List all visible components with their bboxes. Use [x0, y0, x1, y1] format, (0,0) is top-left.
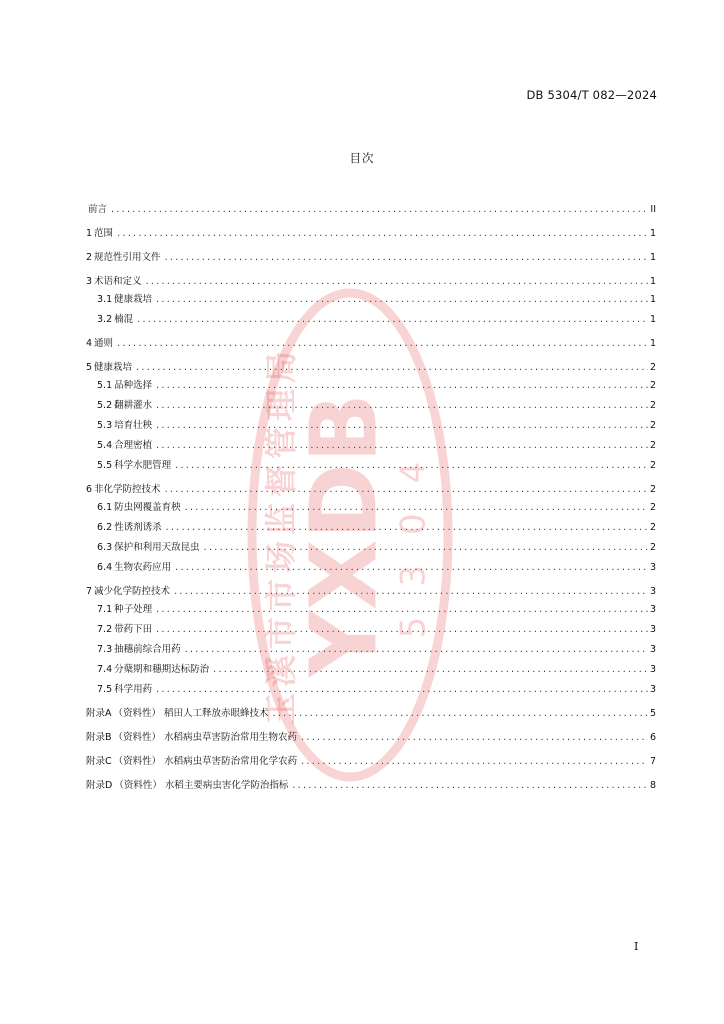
toc-entry[interactable] — [86, 337, 656, 350]
toc-entry-title: 分蘖期和穗期达标防治 — [114, 664, 210, 675]
toc-leader-dots — [301, 731, 648, 744]
toc-entry-title: （资料性） 水稻病虫草害防治常用生物农药 — [113, 732, 298, 743]
toc-entry-title: 规范性引用文件 — [94, 252, 161, 263]
toc-entry-number: 7.3 — [97, 644, 113, 655]
toc-entry-title: 性诱剂诱杀 — [114, 522, 162, 533]
toc-entry-label — [86, 521, 166, 534]
toc-entry[interactable] — [86, 379, 656, 392]
toc-entry[interactable] — [86, 541, 656, 554]
toc-entry-page: 2 — [649, 400, 656, 411]
toc-entry-page: 2 — [649, 522, 656, 533]
toc-entry-label — [86, 501, 185, 514]
toc-entry-number: 7.2 — [97, 624, 113, 635]
toc-entry-number: 1 — [86, 228, 93, 239]
toc-entry-page: 6 — [649, 732, 656, 743]
toc-entry-label — [86, 541, 204, 554]
toc-entry-label — [86, 459, 175, 472]
toc-entry[interactable] — [86, 663, 656, 676]
seal-code-text: 5304 — [393, 431, 434, 639]
toc-entry-title: 防虫网覆盖育秧 — [114, 502, 181, 513]
toc-entry-title: 保护和利用天敌昆虫 — [114, 542, 200, 553]
toc-entry-page: 1 — [649, 252, 656, 263]
toc-entry-title: 范围 — [94, 228, 114, 239]
toc-entry[interactable] — [86, 275, 656, 288]
toc-entry[interactable] — [86, 203, 656, 216]
toc-entry[interactable] — [86, 585, 656, 598]
toc-entry[interactable] — [86, 683, 656, 696]
toc-leader-dots — [213, 663, 648, 676]
toc-entry-title: 非化学防控技术 — [94, 484, 161, 495]
toc-entry-page: 3 — [649, 644, 656, 655]
toc-entry-label — [86, 779, 292, 792]
toc-entry-title: 品种选择 — [114, 380, 153, 391]
toc-entry[interactable] — [86, 227, 656, 240]
toc-entry-page: 2 — [649, 440, 656, 451]
toc-entry-number: 3.2 — [97, 314, 113, 325]
toc-entry-page: 2 — [649, 362, 656, 373]
toc-entry-label — [86, 399, 156, 412]
toc-leader-dots — [111, 203, 648, 216]
toc-entry-title: 健康栽培 — [94, 362, 133, 373]
toc-entry-number: 5.4 — [97, 440, 113, 451]
toc-leader-dots — [117, 337, 648, 350]
toc-entry-page: 3 — [649, 684, 656, 695]
toc-entry[interactable] — [86, 623, 656, 636]
toc-entry-page: 3 — [649, 664, 656, 675]
toc-entry[interactable] — [86, 439, 656, 452]
toc-entry-label — [86, 483, 165, 496]
toc-entry-label — [86, 337, 117, 350]
toc-leader-dots — [166, 521, 648, 534]
page-number: I — [634, 940, 639, 953]
toc-entry-number: 3.1 — [97, 294, 113, 305]
toc-entry-page: 3 — [649, 586, 656, 597]
toc-entry-number: 6.1 — [97, 502, 113, 513]
toc-entry-label — [86, 293, 156, 306]
toc-entry[interactable] — [86, 707, 656, 720]
toc-leader-dots — [165, 483, 648, 496]
toc-entry-title: 楠混 — [114, 314, 134, 325]
toc-entry-number: 7.4 — [97, 664, 113, 675]
toc-entry-number: 附录C — [86, 756, 112, 767]
toc-entry-page: 3 — [649, 624, 656, 635]
toc-entry[interactable] — [86, 603, 656, 616]
toc-entry-page: 5 — [649, 708, 656, 719]
toc-entry[interactable] — [86, 521, 656, 534]
toc-entry-number: 6 — [86, 484, 93, 495]
toc-entry-label — [86, 251, 165, 264]
toc-leader-dots — [156, 379, 648, 392]
toc-entry-page: 3 — [649, 604, 656, 615]
toc-leader-dots — [136, 361, 648, 374]
seal-ring-text: 玉溪市市场监督管理局 — [262, 344, 300, 726]
toc-entry[interactable] — [86, 399, 656, 412]
toc-leader-dots — [146, 275, 648, 288]
toc-entry-page: 2 — [649, 542, 656, 553]
toc-entry-number: 7 — [86, 586, 93, 597]
toc-entry[interactable] — [86, 643, 656, 656]
toc-entry[interactable] — [86, 501, 656, 514]
toc-entry-number: 5.3 — [97, 420, 113, 431]
toc-leader-dots — [175, 561, 648, 574]
toc-entry-page: 1 — [649, 228, 656, 239]
toc-entry-number: 5.2 — [97, 400, 113, 411]
toc-entry-title: 通则 — [94, 338, 114, 349]
toc-leader-dots — [185, 501, 648, 514]
toc-entry-label — [86, 603, 156, 616]
toc-title: 目次 — [349, 151, 375, 165]
toc-entry-label — [86, 227, 117, 240]
toc-leader-dots — [156, 293, 648, 306]
toc-entry-page: II — [650, 204, 656, 215]
toc-leader-dots — [156, 623, 648, 636]
toc-entry-number: 4 — [86, 338, 93, 349]
toc-leader-dots — [185, 643, 648, 656]
toc-entry[interactable] — [86, 293, 656, 306]
toc-entry-number: 附录A — [86, 708, 112, 719]
toc-entry-label — [86, 623, 156, 636]
toc-entry-label — [86, 313, 137, 326]
toc-leader-dots — [165, 251, 648, 264]
toc-entry-label — [86, 663, 213, 676]
toc-entry-label — [86, 643, 185, 656]
table-of-contents — [86, 203, 656, 792]
toc-leader-dots — [292, 779, 648, 792]
toc-entry[interactable] — [86, 313, 656, 326]
toc-leader-dots — [174, 585, 648, 598]
toc-entry[interactable] — [86, 779, 656, 792]
toc-leader-dots — [156, 603, 648, 616]
toc-entry-label — [86, 439, 156, 452]
toc-entry-title: 术语和定义 — [94, 276, 142, 287]
toc-entry[interactable] — [86, 755, 656, 768]
toc-leader-dots — [156, 399, 648, 412]
toc-entry-page: 2 — [649, 420, 656, 431]
toc-leader-dots — [301, 755, 648, 768]
toc-entry[interactable] — [86, 459, 656, 472]
toc-entry-label — [86, 275, 146, 288]
toc-entry-page: 2 — [649, 484, 656, 495]
toc-entry-label — [86, 585, 174, 598]
toc-entry-page: 2 — [649, 502, 656, 513]
toc-entry-label — [86, 731, 301, 744]
toc-entry-page: 1 — [649, 276, 656, 287]
toc-entry-number: 附录B — [86, 732, 112, 743]
toc-entry-number: 5.5 — [97, 460, 113, 471]
toc-entry[interactable] — [86, 251, 656, 264]
toc-entry-number: 6.4 — [97, 562, 113, 573]
toc-entry-title: 前言 — [88, 204, 108, 215]
toc-leader-dots — [156, 439, 648, 452]
toc-leader-dots — [273, 707, 648, 720]
toc-leader-dots — [175, 459, 648, 472]
toc-entry-page: 3 — [649, 562, 656, 573]
toc-entry-number: 6.3 — [97, 542, 113, 553]
toc-entry-title: 翻耕灌水 — [114, 400, 153, 411]
toc-entry-label — [86, 755, 301, 768]
toc-entry-page: 1 — [649, 338, 656, 349]
toc-entry-label — [86, 361, 136, 374]
toc-entry-label — [86, 561, 175, 574]
toc-entry-title: （资料性） 水稻主要病虫害化学防治指标 — [114, 780, 289, 791]
toc-leader-dots — [156, 419, 648, 432]
toc-entry-title: 减少化学防控技术 — [94, 586, 171, 597]
toc-entry-title: 培育壮秧 — [114, 420, 153, 431]
toc-leader-dots — [204, 541, 648, 554]
toc-entry-page: 2 — [649, 380, 656, 391]
toc-entry-title: （资料性） 稻田人工释放赤眼蜂技术 — [113, 708, 269, 719]
toc-entry-label — [86, 203, 111, 216]
toc-entry-number: 3 — [86, 276, 93, 287]
toc-entry-label — [86, 419, 156, 432]
toc-entry[interactable] — [86, 731, 656, 744]
toc-entry-page: 1 — [649, 294, 656, 305]
toc-entry-title: 科学用药 — [114, 684, 153, 695]
toc-leader-dots — [117, 227, 648, 240]
toc-entry[interactable] — [86, 561, 656, 574]
toc-entry-number: 7.5 — [97, 684, 113, 695]
toc-entry-label — [86, 379, 156, 392]
toc-entry-title: 健康栽培 — [114, 294, 153, 305]
toc-entry-title: 带药下田 — [114, 624, 153, 635]
toc-entry-title: 生物农药应用 — [114, 562, 172, 573]
toc-entry-page: 2 — [649, 460, 656, 471]
toc-entry[interactable] — [86, 483, 656, 496]
toc-entry[interactable] — [86, 361, 656, 374]
toc-entry-title: 抽穗前综合用药 — [114, 644, 181, 655]
toc-leader-dots — [156, 683, 648, 696]
toc-entry-title: 种子处理 — [114, 604, 153, 615]
toc-entry-page: 8 — [649, 780, 656, 791]
toc-entry-title: （资料性） 水稻病虫草害防治常用化学农药 — [113, 756, 298, 767]
toc-entry-number: 7.1 — [97, 604, 113, 615]
toc-entry-number: 6.2 — [97, 522, 113, 533]
toc-entry-label — [86, 707, 273, 720]
seal-center-text: YXDB — [290, 392, 398, 678]
toc-leader-dots — [137, 313, 648, 326]
toc-entry-number: 2 — [86, 252, 93, 263]
toc-entry-page: 7 — [649, 756, 656, 767]
toc-entry-number: 附录D — [86, 780, 113, 791]
toc-entry-number: 5 — [86, 362, 93, 373]
toc-entry-title: 科学水肥管理 — [114, 460, 172, 471]
toc-entry[interactable] — [86, 419, 656, 432]
toc-entry-page: 1 — [649, 314, 656, 325]
toc-entry-label — [86, 683, 156, 696]
toc-entry-number: 5.1 — [97, 380, 113, 391]
document-code: DB 5304/T 082—2024 — [526, 88, 657, 102]
toc-entry-title: 合理密植 — [114, 440, 153, 451]
